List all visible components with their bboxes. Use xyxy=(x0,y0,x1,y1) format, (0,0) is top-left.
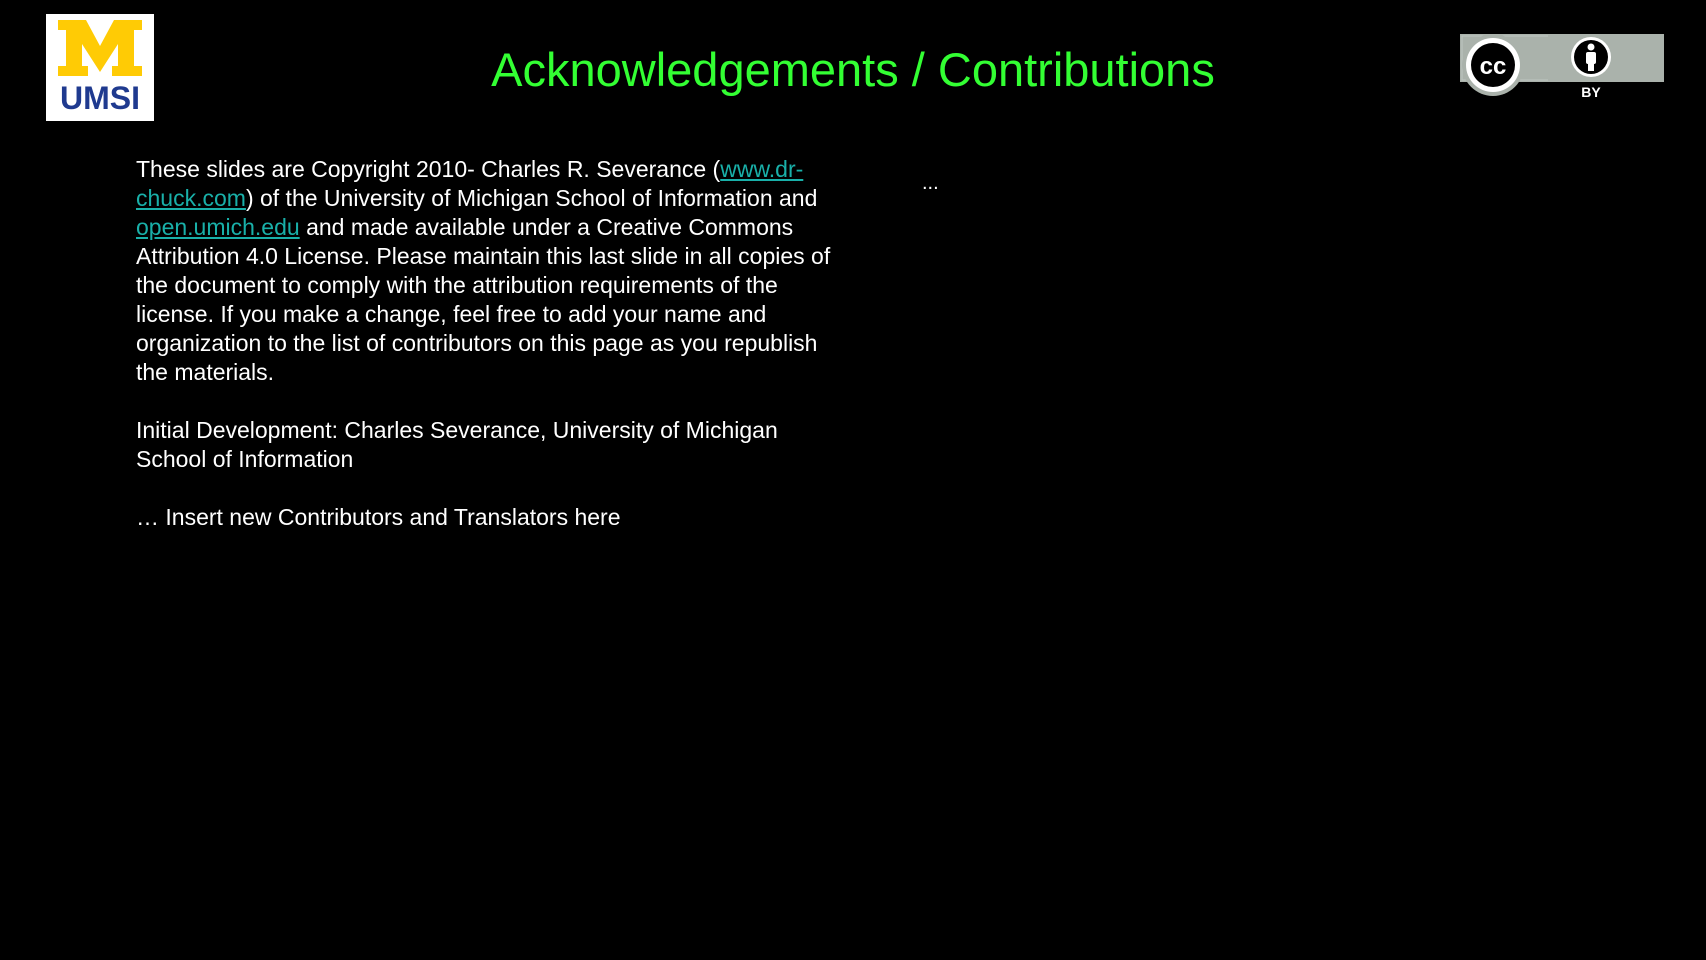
cc-by-license-badge[interactable] xyxy=(1460,34,1664,102)
block-m-icon xyxy=(46,14,154,84)
copyright-text-1: These slides are Copyright 2010- Charles R. Severance ( xyxy=(136,156,721,182)
acknowledgement-text xyxy=(136,155,836,561)
copyright-text-2: ) of the University of Michigan School of Information and xyxy=(245,185,818,211)
right-column-text: ... xyxy=(922,172,939,194)
by-label: BY xyxy=(1581,84,1601,100)
copyright-text-3: and made available under a Creative Commons Attribution 4.0 License. Please maintain this last slide in all copies of the document to comply with the attribution requirements of the license. If you make a change, feel free to add your name and organization to the list of contributors on this page as you republish the materials. xyxy=(136,214,831,385)
attribution-person-icon xyxy=(1548,34,1664,82)
cc-icon xyxy=(1462,34,1524,96)
slide-title: Acknowledgements / Contributions xyxy=(491,43,1215,96)
contributors-placeholder: … Insert new Contributors and Translators here xyxy=(136,504,621,530)
open-umich-link[interactable]: open.umich.edu xyxy=(136,214,300,240)
svg-text:cc: cc xyxy=(1479,53,1507,80)
dr-chuck-link[interactable]: www.dr-chuck.com xyxy=(136,156,804,211)
logo-text: UMSI xyxy=(60,80,140,116)
umsi-logo xyxy=(46,14,154,121)
initial-development-paragraph: Initial Development: Charles Severance, University of Michigan School of Information xyxy=(136,417,778,472)
copyright-paragraph xyxy=(136,155,836,387)
